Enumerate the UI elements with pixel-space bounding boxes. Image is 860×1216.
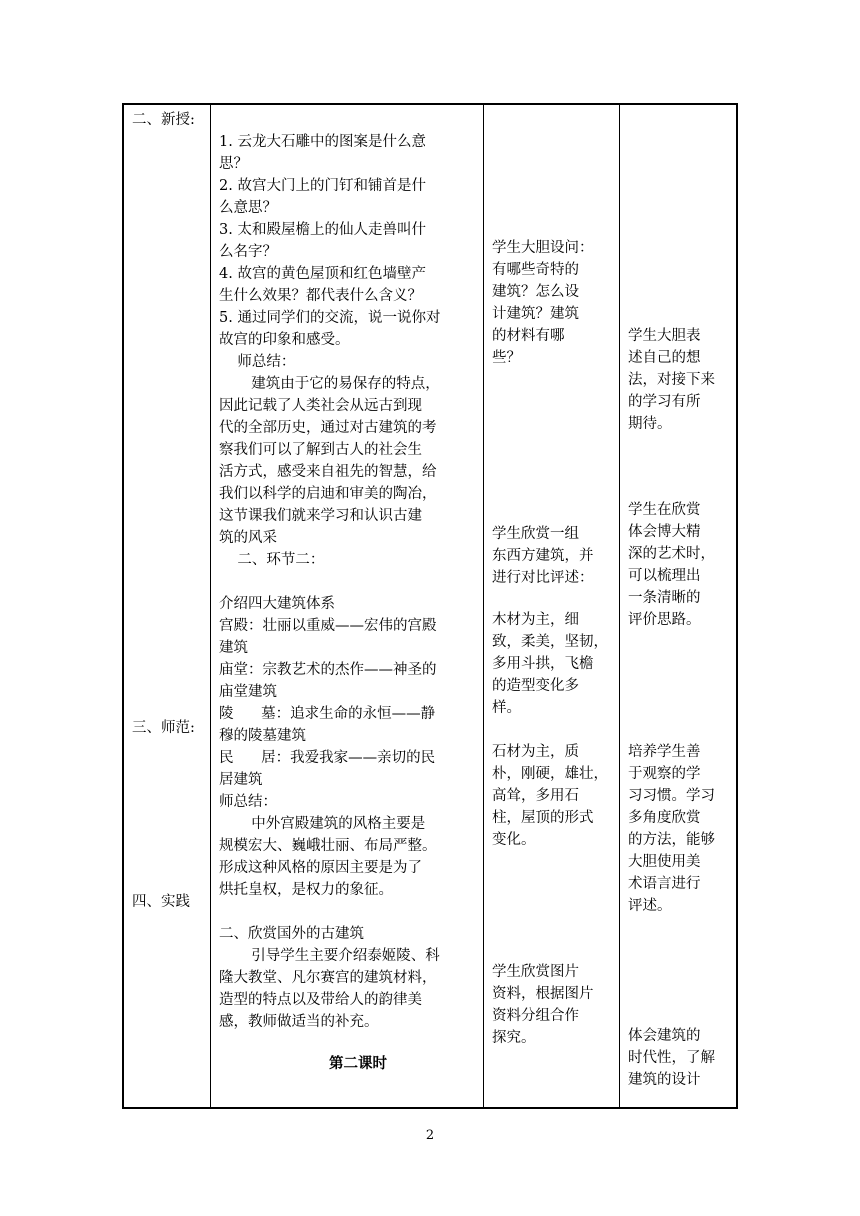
activity-line: 有哪些奇特的 (492, 262, 579, 278)
content-line (219, 571, 440, 593)
stage-teacher-demo: 三、师范: (132, 720, 195, 736)
activity-line: 些？ (492, 350, 521, 366)
intent-line: 法，对接下来 (628, 372, 715, 388)
design-intent-4 (628, 1025, 715, 1091)
column-divider (483, 105, 484, 1107)
content-line: 建筑 (219, 640, 248, 656)
student-activity-4 (492, 741, 608, 851)
content-line: 烘托皇权，是权力的象征。 (219, 882, 393, 898)
content-line (219, 901, 440, 923)
content-line: 察我们可以了解到古人的社会生 (219, 442, 422, 458)
student-activity-5 (492, 961, 594, 1049)
student-activity-1 (492, 237, 594, 369)
content-line: 形成这种风格的原因主要是为了 (219, 860, 422, 876)
activity-line: 木材为主，细 (492, 612, 579, 628)
intent-line: 可以梳理出 (628, 568, 701, 584)
intent-line: 多角度欣赏 (628, 810, 701, 826)
content-line: 引导学生主要介绍泰姬陵、科 (219, 948, 440, 964)
intent-line: 体会建筑的 (628, 1028, 701, 1044)
intent-line: 述自己的想 (628, 350, 701, 366)
content-line: 么名字？ (219, 244, 277, 260)
content-line: 建筑由于它的易保存的特点， (219, 376, 440, 392)
teaching-content (219, 131, 440, 1033)
intent-line: 学生在欣赏 (628, 502, 701, 518)
intent-line: 评述。 (628, 898, 672, 914)
activity-line: 致，柔美，坚韧， (492, 634, 608, 650)
content-line: 代的全部历史，通过对古建筑的考 (219, 420, 437, 436)
intent-line: 学生大胆表 (628, 328, 701, 344)
intent-line: 术语言进行 (628, 876, 701, 892)
intent-line: 时代性，了解 (628, 1050, 715, 1066)
content-line: 么意思？ (219, 200, 277, 216)
content-line: 二、环节二： (219, 552, 325, 568)
content-line: 中外宫殿建筑的风格主要是 (219, 816, 426, 832)
content-line: 筑的风采 (219, 530, 277, 546)
activity-line: 建筑？怎么设 (492, 284, 579, 300)
lesson-table (122, 103, 738, 1109)
activity-line: 学生欣赏图片 (492, 964, 579, 980)
content-line: 这节课我们就来学习和认识古建 (219, 508, 422, 524)
intent-line: 大胆使用美 (628, 854, 701, 870)
content-line: 宫殿：壮丽以重威——宏伟的宫殿 (219, 618, 437, 634)
intent-line: 建筑的设计 (628, 1072, 701, 1088)
activity-line: 柱，屋顶的形式 (492, 810, 594, 826)
activity-line: 资料分组合作 (492, 1008, 579, 1024)
student-activity-3 (492, 609, 608, 719)
lesson-two-heading: 第二课时 (329, 1055, 387, 1072)
content-line: 民 居：我爱我家——亲切的民 (219, 750, 436, 766)
content-line: 1. 云龙大石雕中的图案是什么意 (219, 134, 426, 150)
intent-line: 评价思路。 (628, 612, 701, 628)
content-line: 2. 故宫大门上的门钉和铺首是什 (219, 178, 426, 194)
intent-line: 深的艺术时， (628, 546, 715, 562)
content-line: 隆大教堂、凡尔赛宫的建筑材料， (219, 970, 437, 986)
content-line: 师总结： (219, 354, 296, 370)
content-line: 3. 太和殿屋檐上的仙人走兽叫什 (219, 222, 426, 238)
activity-line: 探究。 (492, 1030, 536, 1046)
intent-line: 于观察的学 (628, 766, 701, 782)
intent-line: 体会博大精 (628, 524, 701, 540)
intent-line: 的方法，能够 (628, 832, 715, 848)
activity-line: 学生大胆设问： (492, 240, 594, 256)
content-line: 造型的特点以及带给人的韵律美 (219, 992, 422, 1008)
stage-practice: 四、实践 (132, 894, 190, 910)
activity-line: 高耸，多用石 (492, 788, 579, 804)
stage-new-teach: 二、新授: (132, 112, 195, 128)
content-line: 我们以科学的启迪和审美的陶冶， (219, 486, 437, 502)
content-line: 活方式，感受来自祖先的智慧，给 (219, 464, 437, 480)
content-line: 陵 墓：追求生命的永恒——静 (219, 706, 436, 722)
intent-line: 培养学生善 (628, 744, 701, 760)
column-divider (210, 105, 211, 1107)
content-line: 居建筑 (219, 772, 263, 788)
intent-line: 期待。 (628, 416, 672, 432)
activity-line: 变化。 (492, 832, 536, 848)
content-line: 生什么效果？都代表什么含义？ (219, 288, 422, 304)
content-line: 规模宏大、巍峨壮丽、布局严整。 (219, 838, 437, 854)
content-line: 庙堂建筑 (219, 684, 277, 700)
content-line: 二、欣赏国外的古建筑 (219, 926, 364, 942)
activity-line: 东西方建筑，并 (492, 548, 594, 564)
content-line: 庙堂：宗教艺术的杰作——神圣的 (219, 662, 437, 678)
activity-line: 进行对比评述： (492, 570, 594, 586)
design-intent-1 (628, 325, 715, 435)
intent-line: 习习惯。学习 (628, 788, 715, 804)
design-intent-3 (628, 741, 715, 917)
activity-line: 计建筑？建筑 (492, 306, 579, 322)
content-line: 4. 故宫的黄色屋顶和红色墙壁产 (219, 266, 426, 282)
content-line: 穆的陵墓建筑 (219, 728, 306, 744)
content-line: 师总结： (219, 794, 277, 810)
activity-line: 学生欣赏一组 (492, 526, 579, 542)
activity-line: 样。 (492, 700, 521, 716)
student-activity-2 (492, 523, 594, 589)
activity-line: 多用斗拱，飞檐 (492, 656, 594, 672)
page-number: 2 (425, 1128, 435, 1143)
design-intent-2 (628, 499, 715, 631)
content-line: 感，教师做适当的补充。 (219, 1014, 379, 1030)
activity-line: 的造型变化多 (492, 678, 579, 694)
content-line: 因此记载了人类社会从远古到现 (219, 398, 422, 414)
intent-line: 的学习有所 (628, 394, 701, 410)
activity-line: 的材料有哪 (492, 328, 565, 344)
column-divider (619, 105, 620, 1107)
content-line: 故宫的印象和感受。 (219, 332, 350, 348)
content-line: 介绍四大建筑体系 (219, 596, 335, 612)
activity-line: 资料，根据图片 (492, 986, 594, 1002)
activity-line: 朴，刚硬，雄壮， (492, 766, 608, 782)
activity-line: 石材为主，质 (492, 744, 579, 760)
content-line: 思？ (219, 156, 248, 172)
intent-line: 一条清晰的 (628, 590, 701, 606)
content-line: 5. 通过同学们的交流，说一说你对 (219, 310, 441, 326)
